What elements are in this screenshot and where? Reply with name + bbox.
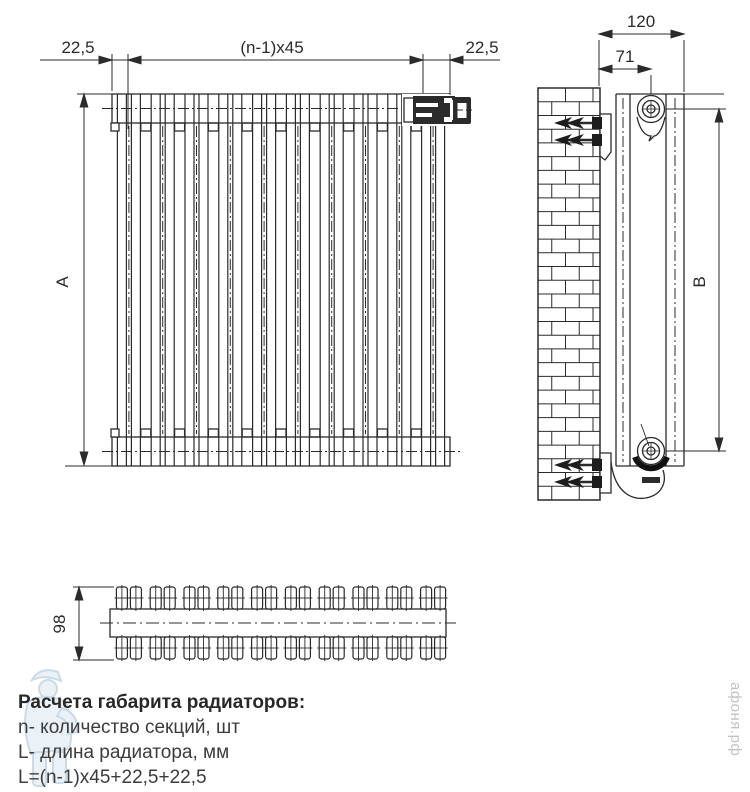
front-view — [102, 94, 472, 466]
dim-arrow — [671, 30, 684, 38]
valve-assembly — [402, 94, 472, 126]
dim-arrow — [599, 65, 612, 73]
dim-arrow — [80, 452, 88, 465]
dim-arrow — [75, 647, 83, 660]
dim-label-height-b: B — [690, 276, 709, 288]
dim-arrow — [715, 109, 723, 122]
notes-line-length: L- длина радиатора, мм — [18, 742, 230, 763]
dim-arrow — [715, 438, 723, 451]
bottom-collector-cap — [635, 424, 667, 483]
notes-block — [18, 690, 305, 790]
notes-line-formula: L=(n-1)x45+22,5+22,5 — [18, 767, 207, 788]
bracket-foot — [642, 477, 660, 483]
dim-arrow — [80, 94, 88, 107]
dim-arrow — [599, 30, 612, 38]
dim-label-right-margin: 22,5 — [465, 38, 499, 57]
front-view-sections — [117, 94, 444, 466]
wall-anchors — [554, 117, 602, 488]
notes-line-sections: n- количество секций, шт — [18, 717, 240, 738]
top-collector-cap — [637, 96, 665, 142]
dim-label-depth-98: 98 — [50, 614, 69, 634]
dim-arrow — [128, 56, 141, 64]
dim-arrow — [450, 56, 463, 64]
notes-title: Расчета габарита радиаторов: — [18, 692, 306, 713]
dim-label-height-a: A — [53, 276, 72, 288]
wall-bricks — [538, 88, 600, 500]
top-view — [100, 585, 456, 661]
side-view-dimensions — [599, 12, 726, 451]
dim-label-axis-71: 71 — [615, 47, 635, 66]
end-tab — [111, 123, 119, 131]
dim-label-depth-120: 120 — [626, 12, 656, 31]
end-tab — [111, 429, 119, 437]
dim-arrow — [410, 56, 423, 64]
dim-arrow — [638, 65, 651, 73]
dim-arrow — [99, 56, 112, 64]
side-view — [538, 88, 684, 500]
dim-label-left-margin: 22,5 — [61, 38, 95, 57]
site-watermark: афоня.рф — [727, 682, 744, 757]
dim-arrow — [75, 587, 83, 600]
dim-label-section-span: (n-1)x45 — [240, 38, 304, 57]
